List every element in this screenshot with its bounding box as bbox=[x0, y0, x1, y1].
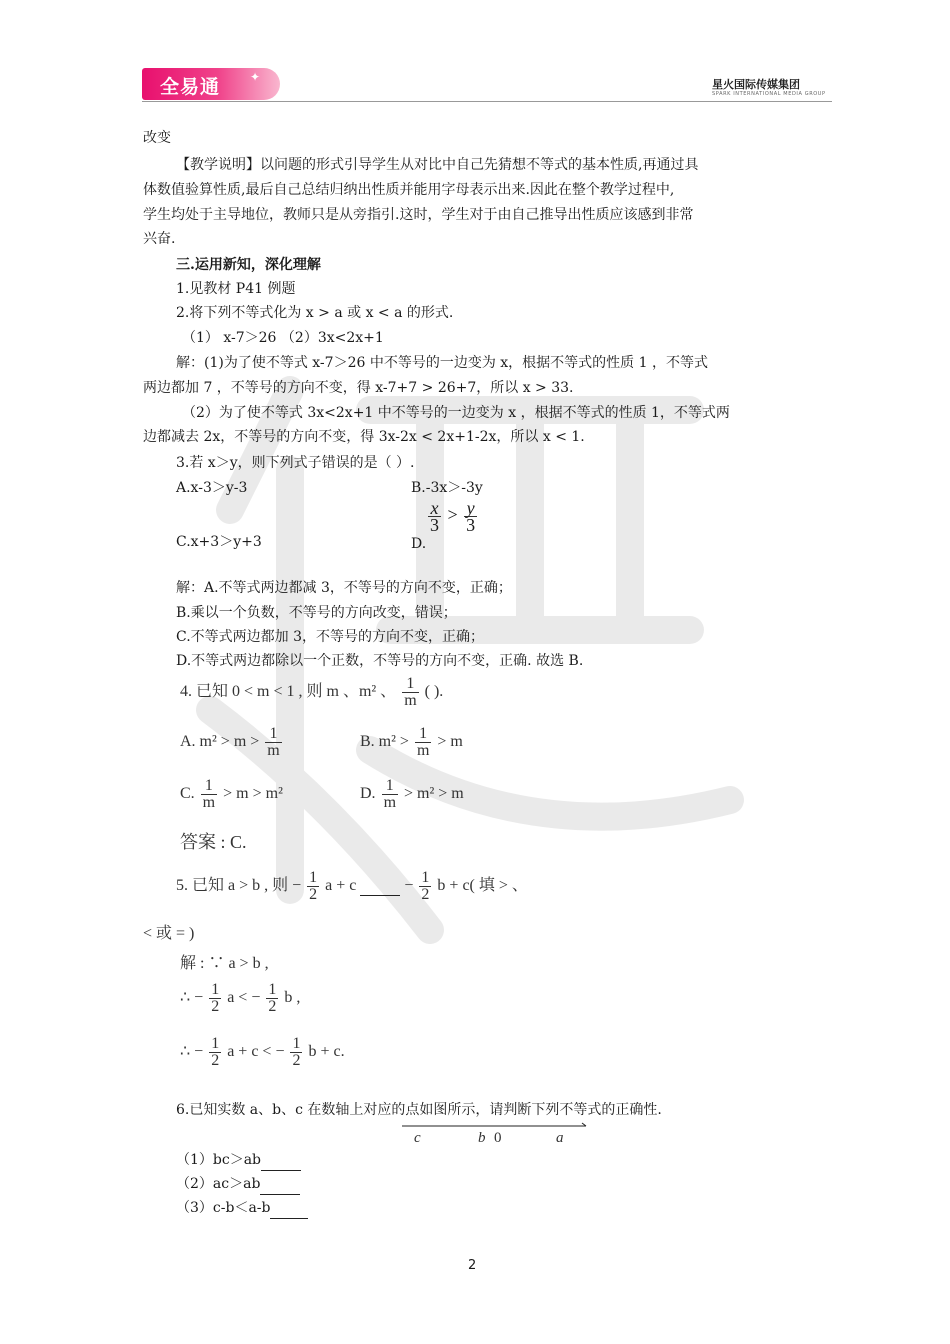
answer-blank bbox=[360, 877, 400, 896]
question-5: 5. 已知 a > b , 则 − $\frac{1}{2}$ a + c − $\frac{1}{2}$ b + c( 填 > 、 bbox=[176, 869, 528, 903]
q6-item-1: （1）bc＞ab bbox=[176, 1150, 301, 1171]
question-1: 1.见教材 P41 例题 bbox=[176, 281, 296, 297]
solution-line: 两边都加 7 ，不等号的方向不变，得 x-7+7 > 26+7，所以 x > 33. bbox=[143, 380, 574, 396]
q4-option-d: D. $\frac{1}{m}$ > m² > m bbox=[360, 777, 464, 811]
origin-label: 0 bbox=[494, 1130, 502, 1146]
solution-line: C.不等式两边都加 3，不等号的方向不变，正确； bbox=[176, 629, 485, 645]
solution-line: 解：A.不等式两边都减 3，不等号的方向不变，正确； bbox=[176, 580, 512, 596]
q4-answer: 答案 : C. bbox=[180, 832, 247, 852]
q6-item-2: （2）ac＞ab bbox=[176, 1174, 300, 1195]
point-a-label: a bbox=[556, 1130, 564, 1146]
logo-banner bbox=[142, 68, 280, 100]
solution-line: D.不等式两边都除以一个正数，不等号的方向不变，正确. 故选 B. bbox=[176, 653, 584, 669]
question-4: 4. 已知 0 < m < 1 , 则 m 、m² 、 $\frac{1}{m}$ ( ). bbox=[180, 675, 444, 709]
text-line: 改变 bbox=[143, 130, 171, 146]
number-line bbox=[400, 1118, 590, 1148]
page-number: 2 bbox=[468, 1258, 477, 1273]
teaching-note-line: 兴奋. bbox=[143, 231, 176, 247]
point-b-label: b bbox=[478, 1130, 486, 1146]
section-title: 三.运用新知，深化理解 bbox=[176, 257, 321, 273]
q5-solution-1: 解 : ∵ a > b , bbox=[180, 955, 269, 972]
header-divider bbox=[142, 101, 832, 102]
question-2: 2.将下列不等式化为 x > a 或 x < a 的形式. bbox=[176, 305, 454, 321]
sparkle-icon: ✦ bbox=[250, 70, 261, 84]
q4-option-a: A. m² > m > $\frac{1}{m}$ bbox=[180, 725, 280, 759]
q5-solution-3: ∴ − $\frac{1}{2}$ a + c < − $\frac{1}{2}$ b + c. bbox=[180, 1035, 345, 1069]
teaching-note-line: 学生均处于主导地位，教师只是从旁指引.这时，学生对于由自己推导出性质应该感到非常 bbox=[143, 207, 694, 223]
answer-blank bbox=[261, 1150, 301, 1171]
option-d-label: D. bbox=[411, 536, 427, 552]
solution-line: B.乘以一个负数，不等号的方向改变，错误； bbox=[176, 605, 457, 621]
solution-line: 解：(1)为了使不等式 x-7＞26 中不等号的一边变为 x，根据不等式的性质 1 ，不等式 bbox=[176, 355, 708, 371]
solution-line: （2）为了使不等式 3x<2x+1 中不等号的一边变为 x ，根据不等式的性质 1，不等式两 bbox=[182, 405, 730, 421]
option-a: A.x-3＞y-3 bbox=[176, 480, 248, 496]
option-c: C.x+3＞y+3 bbox=[176, 534, 262, 550]
answer-blank bbox=[260, 1174, 300, 1195]
q4-option-b: B. m² > $\frac{1}{m}$ > m bbox=[360, 725, 463, 759]
teaching-note-line: 体数值验算性质,最后自己总结归纳出性质并能用字母表示出来.因此在整个教学过程中, bbox=[143, 182, 675, 198]
q6-item-3: （3）c-b＜a-b bbox=[176, 1198, 308, 1219]
teaching-note-line: 【教学说明】以问题的形式引导学生从对比中自己先猜想不等式的基本性质,再通过具 bbox=[176, 157, 699, 173]
option-d-expression: $\frac{x}{3}$ > $\frac{y}{3}$ bbox=[430, 498, 476, 535]
solution-line: 边都减去 2x，不等号的方向不变，得 3x-2x < 2x+1-2x，所以 x < 1. bbox=[143, 429, 585, 445]
answer-blank bbox=[270, 1198, 308, 1219]
question-5-tail: < 或 = ) bbox=[143, 925, 195, 942]
question-2-items: （1） x-7＞26 （2）3x<2x+1 bbox=[182, 330, 384, 346]
q4-option-c: C. $\frac{1}{m}$ > m > m² bbox=[180, 777, 283, 811]
brand-name-cn: 星火国际传媒集团 bbox=[712, 78, 800, 91]
question-3: 3.若 x＞y，则下列式子错误的是（ ）. bbox=[176, 455, 415, 471]
option-b: B.-3x＞-3y bbox=[411, 480, 483, 496]
brand-name-en: SPARK INTERNATIONAL MEDIA GROUP bbox=[712, 91, 826, 97]
point-c-label: c bbox=[414, 1130, 421, 1146]
question-6: 6.已知实数 a、b、c 在数轴上对应的点如图所示，请判断下列不等式的正确性. bbox=[176, 1102, 662, 1118]
q5-solution-2: ∴ − $\frac{1}{2}$ a < − $\frac{1}{2}$ b , bbox=[180, 981, 301, 1015]
logo-text: 全易通 bbox=[160, 76, 221, 98]
